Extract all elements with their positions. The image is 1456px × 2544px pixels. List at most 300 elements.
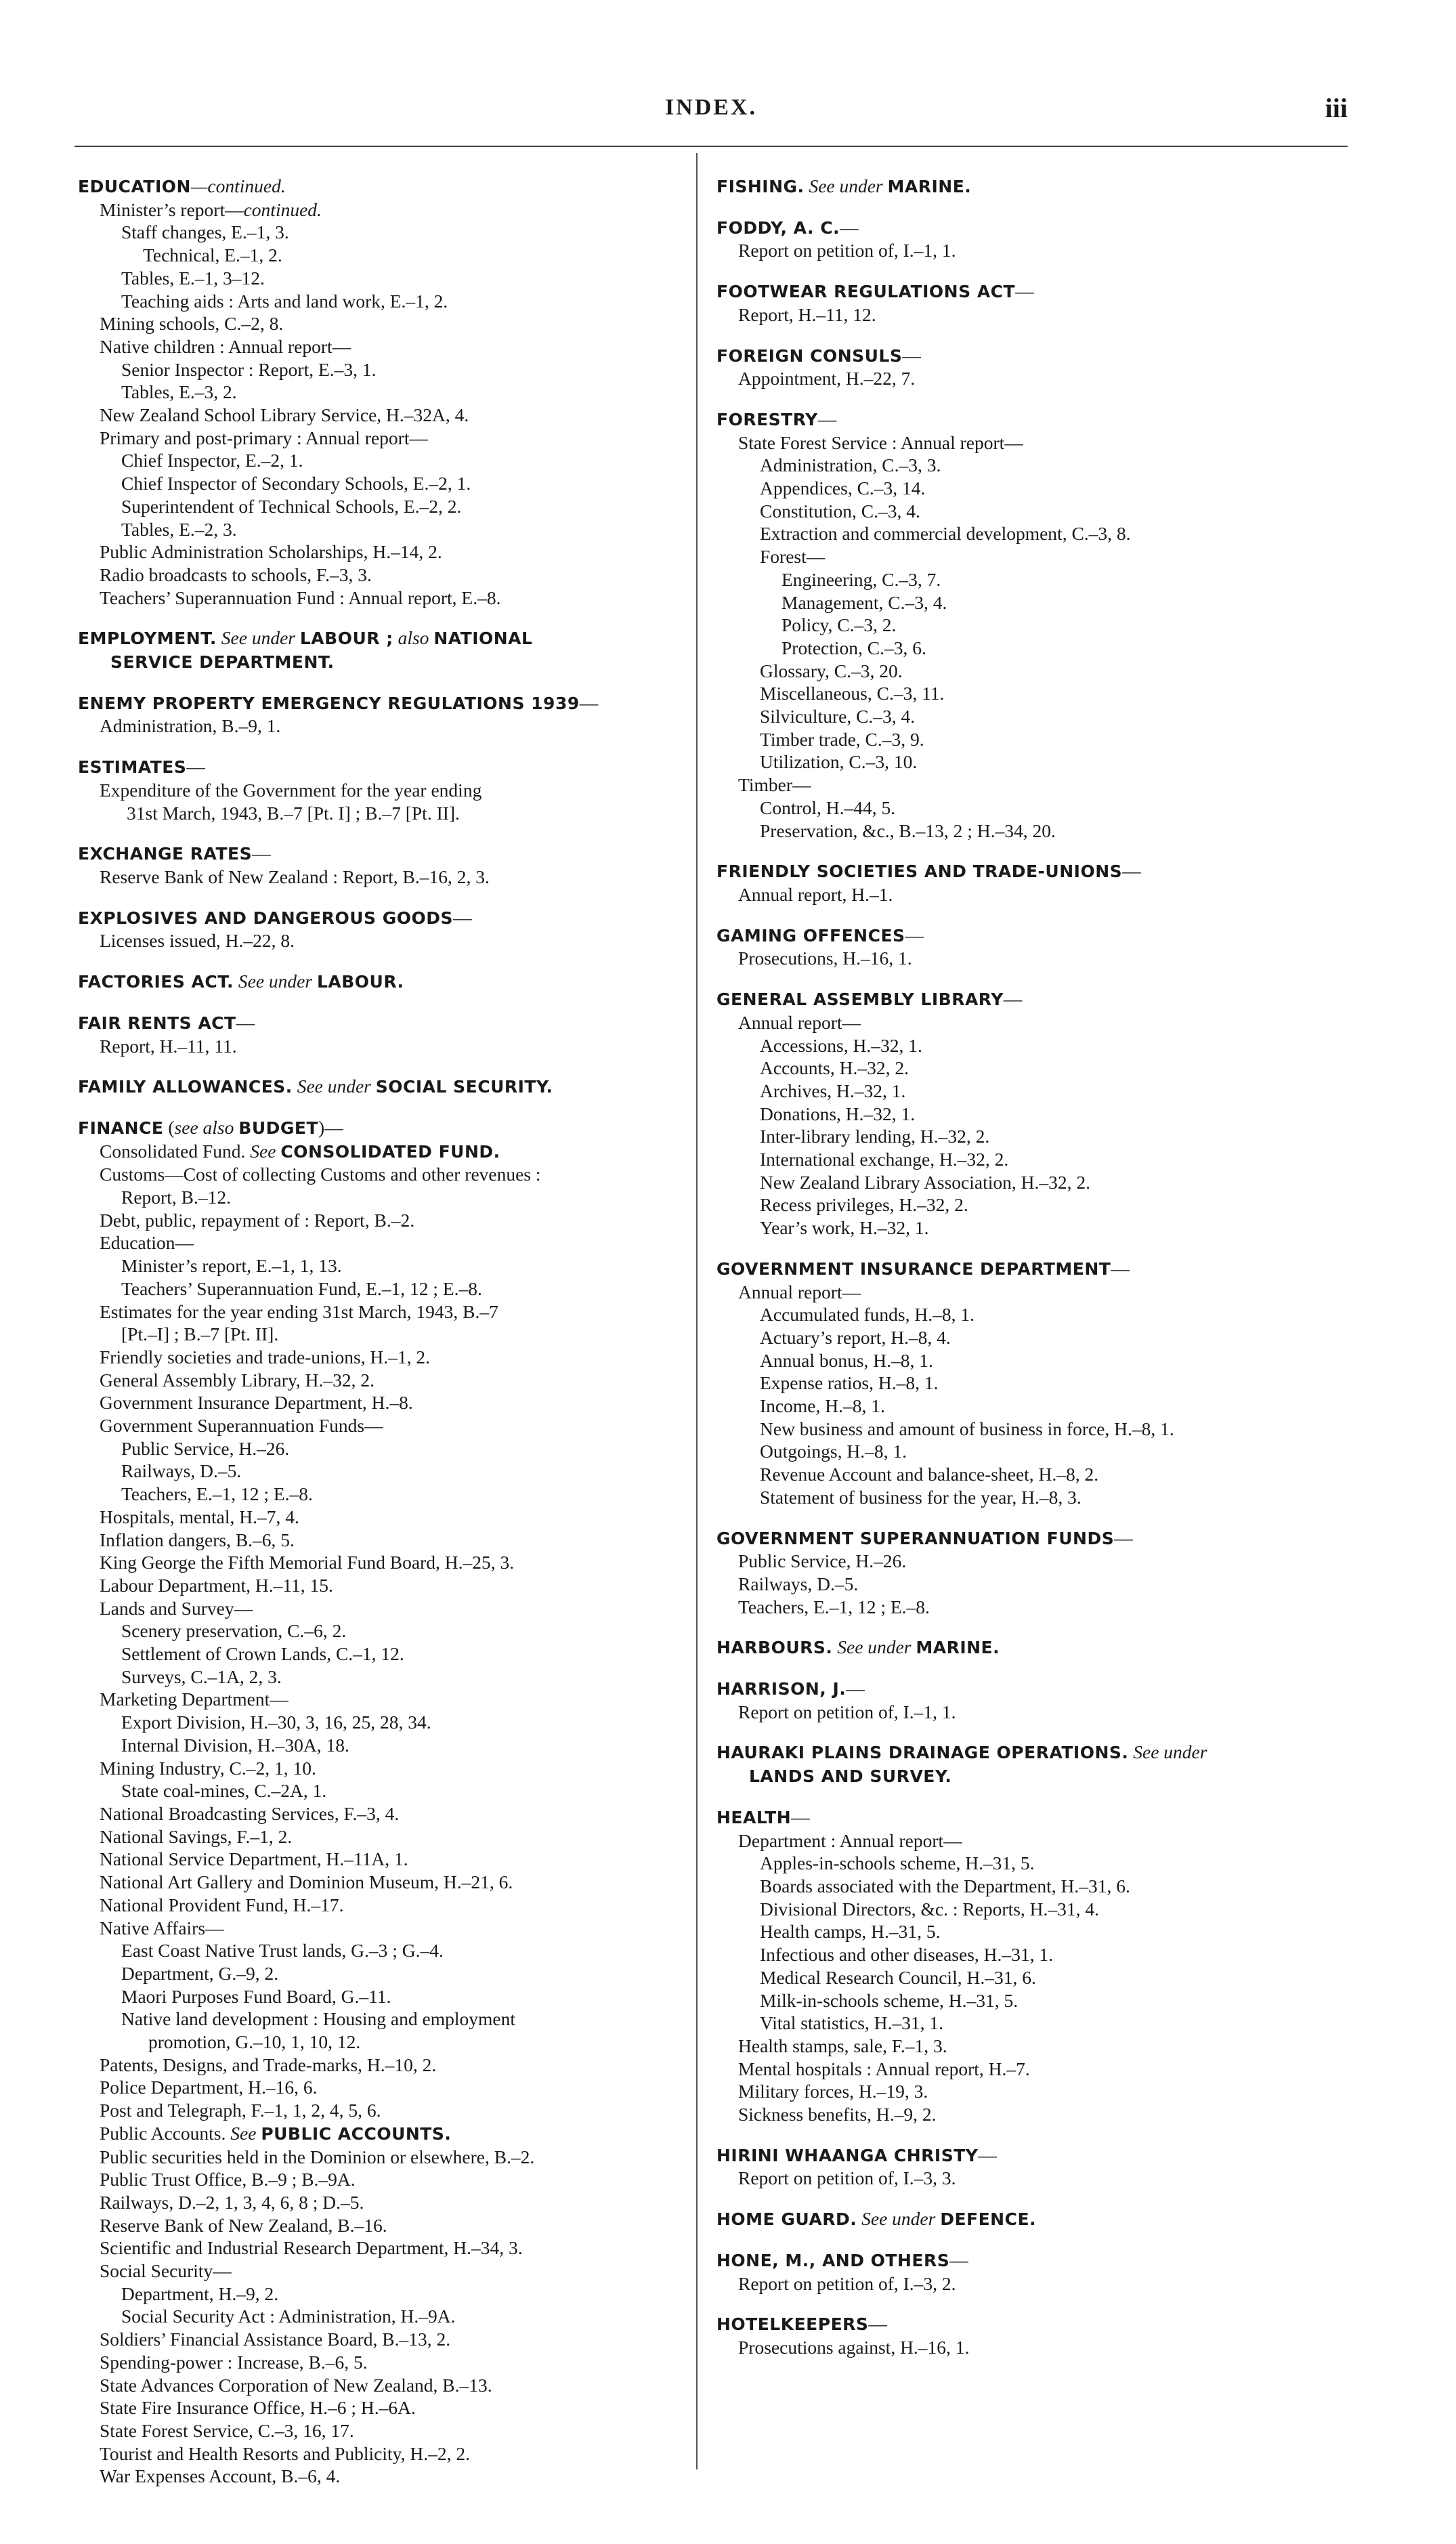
line-text: War Expenses Account, B.–6, 4. — [100, 2465, 341, 2487]
entry-line — [78, 1802, 681, 1825]
line-text: Scenery preservation, C.–6, 2. — [121, 1620, 347, 1642]
entry-line — [716, 1852, 1340, 1875]
entry-heading — [78, 175, 681, 198]
line-text: Estimates for the year ending 31st March, 1943, B.–7 — [100, 1300, 498, 1322]
line-text: Income, H.–8, 1. — [760, 1395, 885, 1417]
entry-line — [78, 2260, 681, 2283]
entry-line — [78, 1506, 681, 1529]
line-text: Tables, E.–2, 3. — [121, 518, 237, 540]
line-text: — — [236, 1011, 255, 1033]
line-text: Hospitals, mental, H.–7, 4. — [100, 1506, 299, 1527]
index-entry — [716, 924, 1340, 970]
entry-line — [78, 1757, 681, 1780]
heading-text: FINANCE — [78, 1118, 164, 1138]
line-text: Administration, C.–3, 3. — [760, 454, 941, 476]
line-text: Spending-power : Increase, B.–6, 5. — [100, 2351, 368, 2373]
line-text: Department, G.–9, 2. — [121, 1962, 279, 1984]
entry-line — [78, 2396, 681, 2419]
line-text: Social Security Act : Administration, H.–9A. — [121, 2306, 456, 2327]
entry-line — [78, 1962, 681, 1985]
entry-line — [716, 2080, 1340, 2103]
entry-heading — [716, 860, 1340, 883]
entry-line — [716, 1034, 1340, 1057]
entry-line — [78, 1254, 681, 1277]
line-text: Policy, C.–3, 2. — [781, 614, 897, 636]
entry-line — [78, 221, 681, 244]
line-text: Post and Telegraph, F.–1, 1, 2, 4, 5, 6. — [100, 2100, 381, 2121]
entry-line — [78, 2419, 681, 2442]
heading-text: HOME GUARD. — [716, 2209, 857, 2230]
line-text: National Provident Fund, H.–17. — [100, 1894, 344, 1915]
entry-heading — [78, 755, 681, 779]
entry-line — [78, 866, 681, 889]
entry-line — [78, 312, 681, 335]
index-entry — [716, 2249, 1340, 2295]
entry-line — [78, 587, 681, 610]
line-text: General Assembly Library, H.–32, 2. — [100, 1369, 375, 1391]
entry-line — [716, 239, 1340, 262]
index-column-left — [78, 175, 681, 2505]
entry-heading — [78, 692, 681, 715]
line-text: Marketing Department— — [100, 1689, 288, 1710]
entry-line — [716, 2272, 1340, 2295]
line-text: Public Service, H.–26. — [121, 1437, 290, 1459]
line-text: Superintendent of Technical Schools, E.–2, 2. — [121, 495, 462, 517]
entry-line — [716, 1148, 1340, 1171]
entry-line — [78, 2008, 681, 2031]
line-text: Accumulated funds, H.–8, 1. — [760, 1304, 975, 1326]
line-text: — — [949, 2249, 968, 2270]
line-text: Report, H.–11, 11. — [100, 1035, 237, 1057]
line-text: Report on petition of, I.–1, 1. — [738, 1701, 956, 1722]
line-text: See under — [238, 971, 313, 992]
line-text: Railways, D.–5. — [738, 1573, 859, 1594]
line-text: Extraction and commercial development, C.–3, 8. — [760, 523, 1131, 545]
line-text: Government Insurance Department, H.–8. — [100, 1392, 413, 1414]
entry-line — [78, 2442, 681, 2465]
line-text: Primary and post-primary : Annual report— — [100, 427, 428, 448]
entry-line — [716, 2058, 1340, 2081]
entry-line — [78, 1597, 681, 1620]
heading-text: HIRINI WHAANGA CHRISTY — [716, 2145, 979, 2165]
line-text: Expenditure of the Government for the year ending — [100, 779, 482, 801]
line-text: Forest— — [760, 546, 826, 568]
entry-heading — [716, 1677, 1340, 1701]
entry-line — [716, 705, 1340, 728]
line-text: Chief Inspector, E.–2, 1. — [121, 450, 303, 471]
line-text: Lands and Survey— — [100, 1597, 253, 1619]
heading-text: HARBOURS. — [716, 1638, 833, 1658]
index-entry — [716, 2207, 1340, 2231]
entry-line — [78, 1277, 681, 1300]
line-text: Teachers, E.–1, 12 ; E.–8. — [738, 1596, 930, 1617]
index-entry — [716, 1527, 1340, 1619]
line-text — [883, 175, 888, 196]
line-text: Tourist and Health Resorts and Publicity, H.–2, 2. — [100, 2442, 470, 2464]
line-text: Health camps, H.–31, 5. — [760, 1921, 941, 1943]
line-text — [371, 1076, 376, 1097]
entry-heading — [716, 344, 1340, 368]
line-text: Annual report— — [738, 1011, 861, 1033]
line-text: Mining schools, C.–2, 8. — [100, 313, 284, 335]
heading-text: HOTELKEEPERS — [716, 2314, 869, 2335]
line-text: Export Division, H.–30, 3, 16, 25, 28, 34. — [121, 1712, 431, 1733]
line-text: King George the Fifth Memorial Fund Board, H.–25, 3. — [100, 1552, 515, 1573]
entry-line — [716, 591, 1340, 614]
entry-line — [78, 404, 681, 427]
line-text: Native land development : Housing and employment — [121, 2008, 515, 2030]
line-text: Accounts, H.–32, 2. — [760, 1057, 909, 1079]
line-text: Public Trust Office, B.–9 ; B.–9A. — [100, 2169, 356, 2190]
line-text: National Savings, F.–1, 2. — [100, 1825, 293, 1847]
line-text: State Forest Service, C.–3, 16, 17. — [100, 2419, 354, 2441]
line-text: Annual bonus, H.–8, 1. — [760, 1349, 933, 1371]
index-entry — [78, 1011, 681, 1057]
entry-line — [716, 1440, 1340, 1463]
line-text: Licenses issued, H.–22, 8. — [100, 930, 295, 952]
cross-reference: PUBLIC ACCOUNTS. — [261, 2123, 452, 2144]
line-text: Management, C.–3, 4. — [781, 591, 947, 613]
index-entry — [78, 755, 681, 824]
entry-line — [78, 2374, 681, 2397]
entry-line — [78, 1688, 681, 1711]
entry-line — [716, 1829, 1340, 1852]
line-text: New business and amount of business in force, H.–8, 1. — [760, 1418, 1174, 1439]
line-text: State Fire Insurance Office, H.–6 ; H.–6A. — [100, 2397, 416, 2419]
line-text: National Service Department, H.–11A, 1. — [100, 1848, 408, 1870]
entry-line — [78, 1985, 681, 2008]
line-text: Mental hospitals : Annual report, H.–7. — [738, 2058, 1030, 2079]
line-text: Timber trade, C.–3, 9. — [760, 728, 924, 750]
line-text: Miscellaneous, C.–3, 11. — [760, 683, 945, 704]
entry-line — [78, 1231, 681, 1254]
entry-line — [716, 1596, 1340, 1619]
line-text: ( — [163, 1116, 175, 1138]
entry-line — [78, 1939, 681, 1962]
entry-line — [78, 1711, 681, 1734]
entry-line — [78, 495, 681, 518]
line-text: Minister’s report— — [100, 198, 244, 220]
entry-line — [78, 267, 681, 290]
line-text: — — [186, 756, 205, 778]
entry-line — [716, 947, 1340, 970]
line-text: Inflation dangers, B.–6, 5. — [100, 1529, 295, 1550]
index-entry — [716, 2312, 1340, 2358]
entry-line — [716, 1011, 1340, 1034]
entry-line — [716, 637, 1340, 660]
entry-line — [78, 381, 681, 404]
line-text: see also — [174, 1116, 234, 1138]
line-text: Railways, D.–5. — [121, 1460, 242, 1482]
index-entry — [78, 627, 681, 673]
line-text: Government Superannuation Funds— — [100, 1415, 383, 1437]
entry-line — [716, 2103, 1340, 2126]
entry-line — [78, 1825, 681, 1848]
line-text: See — [250, 1140, 276, 1162]
entry-line — [78, 2351, 681, 2374]
entry-line — [78, 1140, 681, 1164]
line-text: Patents, Designs, and Trade-marks, H.–10, 2. — [100, 2054, 437, 2075]
heading-text: HARRISON, J. — [716, 1679, 847, 1699]
line-text: — — [1122, 860, 1141, 882]
entry-heading — [716, 2144, 1340, 2167]
entry-heading — [78, 1116, 681, 1140]
line-text: Tables, E.–3, 2. — [121, 381, 237, 403]
entry-line — [716, 820, 1340, 843]
index-entry — [716, 860, 1340, 906]
cross-reference: MARINE. — [887, 177, 972, 196]
entry-line — [78, 472, 681, 495]
line-text: — — [1003, 988, 1023, 1010]
entry-line — [716, 1764, 1340, 1788]
entry-heading — [78, 842, 681, 866]
entry-heading — [716, 2249, 1340, 2272]
heading-text: FODDY, A. C. — [716, 217, 840, 238]
line-text: Appendices, C.–3, 14. — [760, 478, 926, 499]
entry-line — [716, 2035, 1340, 2058]
index-column-right — [716, 175, 1340, 2377]
line-text: Education— — [100, 1232, 194, 1254]
entry-line — [78, 1551, 681, 1574]
entry-line — [716, 1550, 1340, 1573]
header-rule — [74, 146, 1348, 147]
line-text — [393, 627, 398, 648]
heading-text: ENEMY PROPERTY EMERGENCY REGULATIONS 1939 — [78, 693, 580, 713]
line-text: Archives, H.–32, 1. — [760, 1080, 906, 1101]
cross-reference: LABOUR ; — [299, 629, 393, 649]
line-text: Year’s work, H.–32, 1. — [760, 1217, 929, 1239]
line-text: Department : Annual report— — [738, 1829, 962, 1851]
entry-line — [78, 2054, 681, 2077]
line-text: — — [817, 408, 837, 429]
cross-reference: SERVICE DEPARTMENT. — [110, 652, 335, 673]
entry-heading — [716, 1741, 1340, 1764]
line-text: Preservation, &c., B.–13, 2 ; H.–34, 20. — [760, 820, 1056, 841]
entry-line — [716, 1193, 1340, 1216]
cross-reference: MARINE. — [916, 1638, 1000, 1658]
entry-line — [716, 1080, 1340, 1103]
entry-line — [78, 1300, 681, 1323]
entry-line — [78, 1483, 681, 1506]
index-entry — [716, 216, 1340, 262]
heading-text: FAIR RENTS ACT — [78, 1013, 236, 1033]
line-text: Public Accounts. — [100, 2122, 231, 2144]
entry-line — [78, 1779, 681, 1802]
entry-heading — [78, 1075, 681, 1099]
entry-line — [78, 2099, 681, 2122]
index-entry — [716, 1636, 1340, 1659]
line-text: Report on petition of, I.–3, 2. — [738, 2272, 956, 2294]
cross-reference: NATIONAL — [433, 629, 533, 649]
index-entry — [716, 1806, 1340, 2126]
index-entry — [716, 408, 1340, 842]
index-entry — [716, 988, 1340, 1239]
column-divider — [696, 153, 698, 2469]
line-text: Report on petition of, I.–3, 3. — [738, 2167, 956, 2189]
line-text: — — [840, 216, 859, 238]
line-text: Accessions, H.–32, 1. — [760, 1034, 922, 1056]
line-text: See under — [1133, 1741, 1207, 1763]
entry-line — [716, 1303, 1340, 1326]
index-entry — [716, 1677, 1340, 1723]
entry-line — [716, 1281, 1340, 1304]
entry-line — [78, 2146, 681, 2169]
line-text: Native children : Annual report— — [100, 335, 351, 357]
entry-line — [78, 715, 681, 738]
entry-line — [716, 1966, 1340, 1989]
line-text: Radio broadcasts to schools, F.–3, 3. — [100, 564, 372, 585]
line-text: Department, H.–9, 2. — [121, 2283, 279, 2304]
entry-line — [716, 1875, 1340, 1898]
line-text: Scientific and Industrial Research Department, H.–34, 3. — [100, 2237, 523, 2259]
line-text: Administration, B.–9, 1. — [100, 715, 281, 737]
line-text: Inter-library lending, H.–32, 2. — [760, 1126, 990, 1147]
line-text: Boards associated with the Department, H.–31, 6. — [760, 1875, 1130, 1896]
entry-line — [716, 1216, 1340, 1239]
entry-line — [716, 2336, 1340, 2359]
entry-line — [716, 1103, 1340, 1126]
line-text — [293, 1076, 297, 1097]
entry-line — [78, 540, 681, 564]
line-text — [312, 971, 317, 992]
line-text: New Zealand Library Association, H.–32, 2. — [760, 1171, 1091, 1193]
entry-heading — [716, 1257, 1340, 1281]
line-text: Teaching aids : Arts and land work, E.–1, 2. — [121, 290, 448, 312]
entry-line — [716, 614, 1340, 637]
entry-line — [716, 773, 1340, 797]
heading-text: FOOTWEAR REGULATIONS ACT — [716, 282, 1016, 302]
cross-reference: SOCIAL SECURITY. — [375, 1077, 553, 1097]
line-text: Expense ratios, H.–8, 1. — [760, 1372, 939, 1394]
entry-heading — [716, 2207, 1340, 2231]
line-text: See under — [221, 627, 295, 649]
line-text: Public securities held in the Dominion or elsewhere, B.–2. — [100, 2146, 535, 2167]
page-title: INDEX. — [664, 95, 758, 120]
entry-line — [716, 728, 1340, 751]
page-number: iii — [1325, 93, 1348, 123]
line-text: Teachers’ Superannuation Fund : Annual report, E.–8. — [100, 587, 501, 608]
entry-line — [78, 1186, 681, 1209]
line-text: Report, H.–11, 12. — [738, 303, 876, 325]
entry-line — [78, 449, 681, 472]
entry-line — [78, 1163, 681, 1186]
line-text: Statement of business for the year, H.–8, 3. — [760, 1486, 1082, 1508]
line-text: — — [905, 924, 924, 946]
line-text: — — [846, 1678, 865, 1699]
index-entry — [78, 175, 681, 609]
line-text — [295, 627, 300, 648]
line-text: Apples-in-schools scheme, H.–31, 5. — [760, 1852, 1035, 1874]
line-text: —continued. — [190, 175, 286, 196]
line-text: Infectious and other diseases, H.–31, 1. — [760, 1944, 1054, 1966]
page-header — [74, 95, 1348, 135]
line-text: Railways, D.–2, 1, 3, 4, 6, 8 ; D.–5. — [100, 2191, 364, 2213]
entry-line — [78, 1917, 681, 1940]
entry-line — [78, 1391, 681, 1414]
line-text: 31st March, 1943, B.–7 [Pt. I] ; B.–7 [Pt. II]. — [127, 802, 460, 824]
entry-heading — [716, 175, 1340, 198]
entry-line — [78, 335, 681, 358]
line-text: Milk-in-schools scheme, H.–31, 5. — [760, 1989, 1019, 2011]
entry-line — [716, 1171, 1340, 1194]
cross-reference: CONSOLIDATED FUND. — [280, 1141, 500, 1162]
line-text: Prosecutions against, H.–16, 1. — [738, 2336, 970, 2358]
line-text: — — [252, 843, 271, 864]
entry-line — [78, 198, 681, 221]
line-text: Police Department, H.–16, 6. — [100, 2077, 318, 2098]
line-text: National Broadcasting Services, F.–3, 4. — [100, 1803, 400, 1824]
heading-text: FOREIGN CONSULS — [716, 345, 903, 366]
entry-heading — [716, 2312, 1340, 2336]
line-text: — — [791, 1806, 810, 1827]
entry-line — [78, 1894, 681, 1917]
line-text: )— — [318, 1116, 343, 1138]
index-entry — [78, 692, 681, 738]
line-text: — — [902, 344, 921, 366]
cross-reference: LABOUR. — [316, 972, 404, 992]
line-text: Public Administration Scholarships, H.–14, 2. — [100, 541, 442, 563]
heading-text: HAURAKI PLAINS DRAINAGE OPERATIONS. — [716, 1743, 1129, 1763]
heading-text: ESTIMATES — [78, 757, 187, 778]
index-entry — [78, 906, 681, 952]
entry-heading — [78, 970, 681, 994]
line-text: Maori Purposes Fund Board, G.–11. — [121, 1985, 391, 2007]
entry-line — [78, 2168, 681, 2191]
line-text: State coal-mines, C.–2A, 1. — [121, 1780, 327, 1802]
entry-heading — [716, 1527, 1340, 1550]
entry-heading — [716, 924, 1340, 948]
entry-line — [78, 2236, 681, 2260]
heading-text: HEALTH — [716, 1807, 792, 1827]
index-entry — [78, 1116, 681, 2488]
entry-line — [78, 2328, 681, 2351]
entry-line — [716, 1701, 1340, 1724]
entry-line — [716, 522, 1340, 545]
line-text: State Forest Service : Annual report— — [738, 431, 1023, 453]
entry-line — [78, 1323, 681, 1346]
heading-text: GENERAL ASSEMBLY LIBRARY — [716, 990, 1004, 1010]
entry-line — [716, 367, 1340, 390]
entry-heading — [716, 280, 1340, 303]
entry-line — [716, 1326, 1340, 1349]
entry-line — [78, 1529, 681, 1552]
line-text: Soldiers’ Financial Assistance Board, B.–13, 2. — [100, 2329, 451, 2350]
line-text: East Coast Native Trust lands, G.–3 ; G.–4. — [121, 1940, 444, 1962]
entry-line — [78, 290, 681, 313]
entry-line — [716, 545, 1340, 568]
entry-heading — [716, 1636, 1340, 1659]
entry-line — [716, 750, 1340, 773]
entry-line — [716, 1418, 1340, 1441]
entry-line — [78, 2076, 681, 2099]
line-text: Tables, E.–1, 3–12. — [121, 267, 265, 289]
cross-reference: LANDS AND SURVEY. — [749, 1766, 952, 1787]
entry-line — [716, 2167, 1340, 2190]
heading-text: EXCHANGE RATES — [78, 844, 253, 864]
entry-heading — [78, 627, 681, 650]
line-text: — — [978, 2144, 997, 2165]
index-entry — [716, 175, 1340, 198]
line-text: Silviculture, C.–3, 4. — [760, 706, 916, 727]
line-text: Technical, E.–1, 2. — [143, 245, 282, 266]
line-text: Public Service, H.–26. — [738, 1550, 907, 1572]
line-text: promotion, G.–10, 1, 10, 12. — [148, 2031, 361, 2053]
index-entry — [78, 970, 681, 994]
entry-line — [78, 427, 681, 450]
entry-line — [78, 564, 681, 587]
entry-line — [716, 1372, 1340, 1395]
line-text: Military forces, H.–19, 3. — [738, 2081, 928, 2102]
